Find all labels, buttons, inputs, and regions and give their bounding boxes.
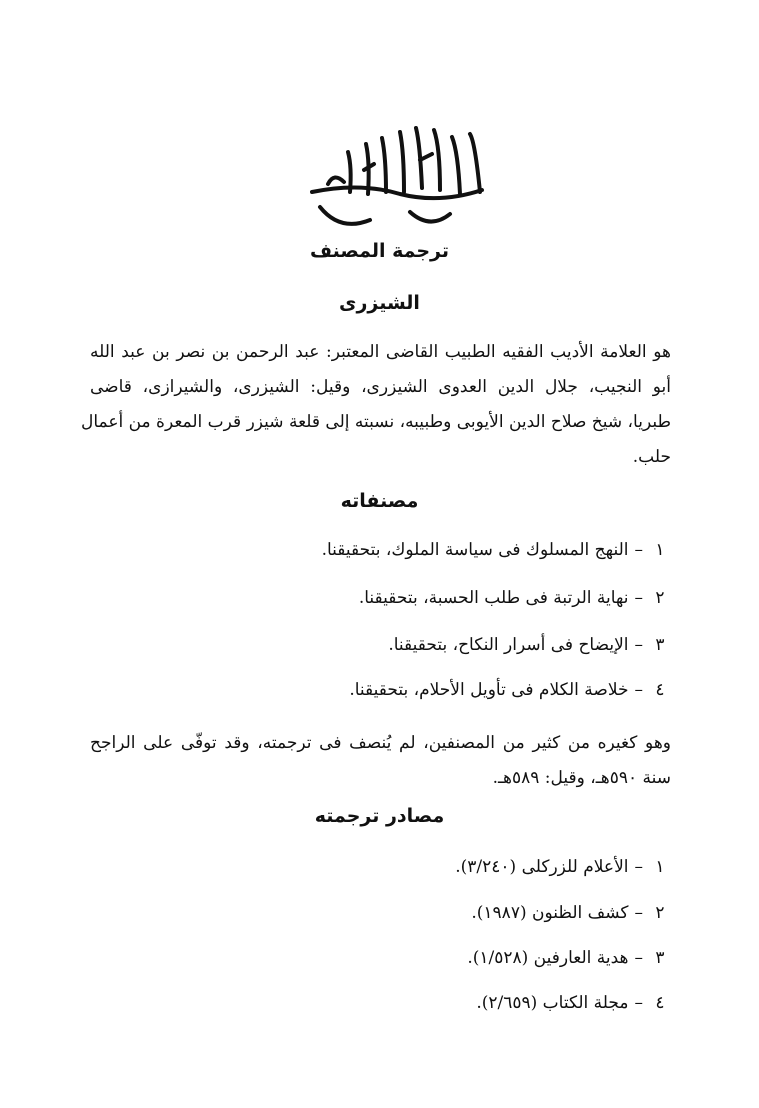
item-dash: –: [634, 857, 643, 877]
works-heading: مصنفاته: [340, 490, 419, 512]
item-number: ٢: [655, 903, 665, 923]
basmala-calligraphy-svg: [300, 122, 490, 237]
item-text: خلاصة الكلام فى تأويل الأحلام، بتحقيقنا.: [349, 680, 629, 700]
bio-line: هو العلامة الأديب الفقيه الطبيب القاضى المعتبر: عبد الرحمن بن نصر بن عبد الله: [90, 342, 671, 362]
works-list-item: [388, 635, 671, 655]
sources-list-item: [455, 857, 671, 877]
bio-line: حلب.: [632, 447, 671, 467]
basmala-calligraphy: [300, 122, 490, 237]
item-dash: –: [634, 588, 643, 608]
works-list-item: [349, 680, 671, 700]
item-dash: –: [634, 680, 643, 700]
bio-line: أبو النجيب، جلال الدين العدوى الشيزرى، وقيل: الشيزرى، والشيرازى، قاضى: [90, 377, 671, 397]
item-dash: –: [634, 993, 643, 1013]
item-number: ١: [655, 540, 665, 560]
item-number: ٣: [655, 948, 665, 968]
sources-list-item: [476, 993, 671, 1013]
item-number: ٢: [655, 588, 665, 608]
item-dash: –: [634, 903, 643, 923]
sources-heading: مصادر ترجمته: [314, 805, 445, 827]
item-text: الأعلام للزركلى (٣/٢٤٠).: [455, 857, 629, 877]
item-number: ١: [655, 857, 665, 877]
sources-list-item: [467, 948, 671, 968]
item-text: النهج المسلوك فى سياسة الملوك، بتحقيقنا.: [321, 540, 629, 560]
item-text: هدية العارفين (١/٥٢٨).: [467, 948, 629, 968]
item-dash: –: [634, 540, 643, 560]
note-line: وهو كغيره من كثير من المصنفين، لم يُنصف فى ترجمته، وقد توفّى على الراجح: [90, 733, 671, 753]
item-dash: –: [634, 948, 643, 968]
item-dash: –: [634, 635, 643, 655]
item-text: كشف الظنون (١٩٨٧).: [471, 903, 629, 923]
page-title: ترجمة المصنف: [309, 240, 449, 262]
item-number: ٣: [655, 635, 665, 655]
item-text: الإيضاح فى أسرار النكاح، بتحقيقنا.: [388, 635, 629, 655]
bio-line: طبريا، شيخ صلاح الدين الأيوبى وطبيبه، نسبته إلى قلعة شيزر قرب المعرة من أعمال: [80, 412, 671, 432]
works-list-item: [322, 540, 671, 560]
note-line: سنة ٥٩٠هـ، وقيل: ٥٨٩هـ.: [492, 768, 671, 788]
item-number: ٤: [655, 680, 665, 700]
works-list-item: [359, 588, 671, 608]
item-text: مجلة الكتاب (٢/٦٥٩).: [476, 993, 629, 1013]
item-number: ٤: [655, 993, 665, 1013]
item-text: نهاية الرتبة فى طلب الحسبة، بتحقيقنا.: [358, 588, 629, 608]
sources-list-item: [471, 903, 671, 923]
author-heading: الشيزرى: [339, 292, 420, 314]
